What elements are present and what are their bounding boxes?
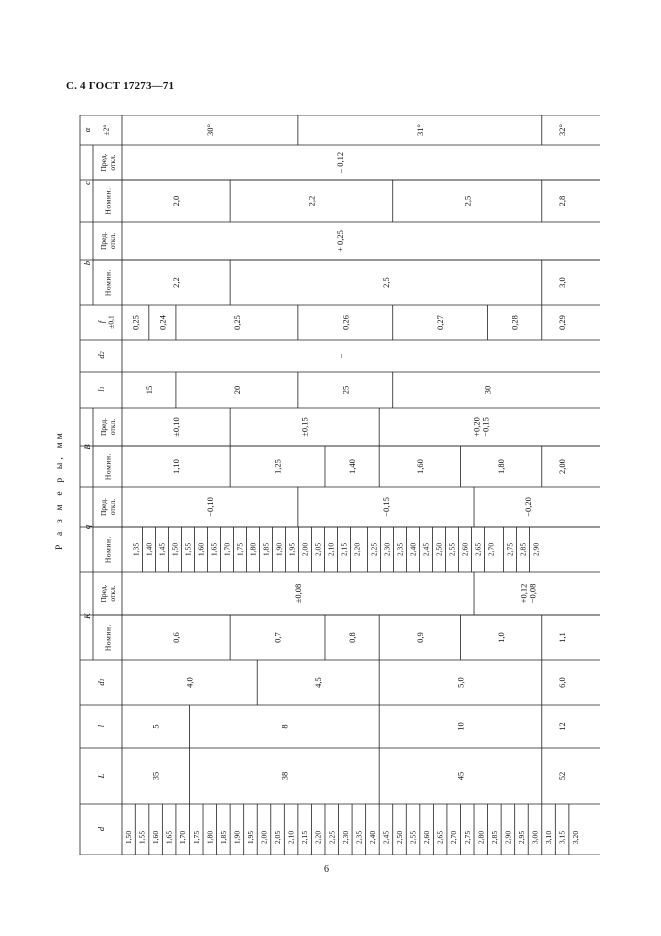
d1-value: 6,0 (557, 677, 568, 688)
B-tolerance: ±0,15 (299, 417, 310, 437)
K-nominal: 0,7 (272, 632, 283, 643)
subheader-pred-otkl: Пред. (99, 417, 108, 437)
q-nominal: 2,60 (460, 542, 470, 557)
subheader-pred-otkl: откл. (108, 154, 117, 171)
subheader-pred-otkl: Пред. (99, 153, 108, 172)
column-header: L (96, 773, 106, 779)
d-value: 2,70 (449, 830, 459, 845)
K-tolerance: −0,08 (527, 583, 538, 604)
d-value: 2,45 (381, 830, 391, 845)
d-value: 1,55 (137, 830, 147, 845)
d1-value: 5,0 (455, 677, 466, 688)
q-nominal: 2,00 (300, 542, 310, 557)
q-nominal: 2,65 (473, 542, 483, 557)
q-nominal: 1,90 (274, 542, 284, 557)
q-nominal: 1,40 (144, 542, 154, 557)
subheader-nomin: Номин. (103, 623, 113, 652)
subheader-pred-otkl: откл. (108, 585, 117, 602)
B-tolerance: −0,15 (480, 417, 491, 437)
q-nominal: 2,90 (531, 542, 541, 557)
d-value: 2,50 (395, 830, 404, 845)
d-value: 1,70 (178, 830, 188, 845)
b-nominal: 2,2 (170, 277, 181, 288)
d-value: 1,80 (205, 830, 215, 845)
K-nominal: 1,1 (557, 632, 568, 643)
column-header: K (82, 613, 92, 619)
d-value: 1,75 (191, 830, 201, 845)
K-nominal: 0,9 (414, 632, 425, 643)
B-nominal: 1,25 (272, 459, 283, 474)
column-header-tolerance: ±2° (101, 124, 111, 136)
q-nominal: 1,65 (209, 542, 219, 557)
q-nominal: 2,45 (421, 542, 431, 557)
d-value: 2,90 (503, 830, 513, 845)
c-nominal: 2,0 (170, 195, 181, 207)
subheader-nomin: Номин. (103, 187, 113, 215)
q-nominal: 1,50 (170, 542, 180, 557)
q-tolerance: −0,15 (380, 497, 391, 517)
b-tolerance: + 0,25 (335, 230, 345, 252)
d-value: 2,95 (516, 830, 526, 845)
subheader-pred-otkl: откл. (108, 498, 117, 516)
q-nominal: 2,35 (395, 542, 405, 557)
q-nominal: 1,35 (131, 542, 141, 557)
q-nominal: 1,75 (235, 542, 245, 557)
f-value: 0,29 (557, 315, 568, 330)
q-nominal: 2,10 (326, 542, 336, 557)
column-header: $d_1$ (96, 678, 106, 686)
d-value: 3,15 (557, 830, 567, 845)
column-header: c (82, 181, 92, 185)
column-header: α (82, 127, 92, 133)
alpha-value: 30° (204, 124, 215, 136)
d-value: 2,05 (273, 830, 283, 845)
K-tolerance: +0,12 (518, 583, 529, 604)
c-tolerance: – 0,12 (335, 151, 345, 174)
column-header: $l_1$ (96, 386, 106, 392)
l1-value: 20 (231, 385, 242, 395)
q-nominal: 1,45 (157, 542, 167, 557)
alpha-value: 31° (414, 124, 425, 136)
alpha-value: 32° (557, 124, 568, 136)
d-value: 2,00 (259, 830, 269, 845)
l-value: 8 (279, 724, 290, 729)
B-nominal: 1,60 (414, 459, 425, 474)
q-nominal: 2,05 (313, 542, 323, 557)
f-value: 0,25 (231, 315, 242, 330)
q-nominal: 1,85 (261, 542, 271, 557)
K-nominal: 0,8 (347, 632, 358, 643)
subheader-nomin: Номин. (103, 268, 113, 297)
d-value: 2,55 (408, 830, 418, 845)
column-header: l (96, 724, 106, 728)
subheader-pred-otkl: Пред. (99, 497, 108, 517)
L-value: 45 (455, 771, 466, 781)
l-value: 5 (150, 724, 161, 729)
d1-value: 4,0 (184, 677, 195, 688)
q-nominal: 2,75 (505, 542, 515, 557)
d-value: 2,25 (327, 830, 337, 845)
column-header-tolerance: ±0,1 (106, 315, 116, 329)
d-value: 2,60 (422, 830, 432, 845)
b-nominal: 3,0 (557, 277, 568, 288)
column-header: q (82, 524, 92, 530)
B-nominal: 2,00 (557, 459, 568, 474)
d-value: 2,85 (489, 830, 499, 845)
f-value: 0,27 (435, 315, 446, 330)
subheader-pred-otkl: Пред. (99, 231, 108, 251)
f-value: 0,26 (340, 315, 351, 330)
d-value: 2,80 (476, 830, 486, 845)
c-nominal: 2,5 (462, 195, 473, 207)
q-nominal: 1,55 (183, 542, 193, 557)
column-header: $d_2$ (96, 351, 106, 359)
L-value: 35 (150, 771, 161, 781)
c-nominal: 2,8 (557, 195, 568, 207)
f-value: 0,28 (509, 315, 520, 330)
q-nominal: 2,85 (518, 542, 528, 557)
q-nominal: 1,60 (196, 542, 206, 557)
column-header: d (96, 826, 106, 832)
page-header: С. 4 ГОСТ 17273—71 (66, 80, 175, 92)
dimensions-table (76, 115, 602, 855)
d-value: 3,00 (530, 830, 540, 845)
d-value: 3,10 (544, 830, 554, 845)
d-value: 2,35 (354, 830, 364, 845)
B-nominal: 1,40 (347, 459, 358, 474)
d-value: 1,50 (124, 830, 133, 845)
d-value: 1,85 (218, 830, 228, 845)
subheader-pred-otkl: Пред. (99, 584, 108, 603)
L-value: 52 (557, 771, 568, 781)
f-value: 0,24 (157, 315, 168, 330)
l1-value: 25 (340, 385, 351, 395)
q-nominal: 2,30 (382, 542, 392, 557)
K-nominal: 1,0 (496, 632, 507, 643)
d-value: 1,65 (164, 830, 174, 845)
B-tolerance: +0,20 (471, 417, 482, 437)
subheader-nomin: Номин. (103, 535, 113, 564)
B-nominal: 1,80 (496, 459, 507, 474)
d-value: 1,60 (151, 830, 161, 845)
d-value: 2,20 (313, 830, 323, 845)
d-value: 3,20 (571, 830, 581, 845)
q-nominal: 1,80 (248, 542, 258, 557)
d-value: 2,75 (462, 830, 472, 845)
d-value: 2,65 (435, 830, 445, 845)
l1-value: 30 (482, 385, 493, 395)
q-nominal: 2,70 (486, 542, 496, 557)
q-tolerance: −0,10 (204, 497, 215, 517)
subheader-pred-otkl: откл. (108, 418, 117, 436)
b-nominal: 2,5 (380, 277, 391, 288)
K-tolerance: ±0,08 (292, 583, 303, 604)
d1-value: 4,5 (313, 677, 324, 688)
dimensions-table-svg (76, 115, 602, 855)
q-tolerance: −0,20 (523, 497, 534, 517)
q-nominal: 2,20 (352, 542, 362, 557)
q-nominal: 1,70 (222, 542, 232, 557)
d-value: 2,15 (300, 830, 310, 845)
L-value: 38 (279, 771, 290, 781)
l1-value: 15 (143, 385, 154, 395)
q-nominal: 1,95 (287, 542, 297, 557)
q-nominal: 2,50 (434, 542, 444, 557)
d-value: 2,10 (286, 830, 296, 845)
q-nominal: 2,15 (339, 542, 349, 557)
column-header: B (82, 444, 92, 450)
d-value: 1,95 (245, 830, 255, 845)
l-value: 12 (557, 722, 568, 731)
column-header: f (96, 320, 106, 324)
d-value: 1,90 (232, 830, 242, 845)
B-tolerance: ±0,10 (170, 417, 181, 437)
page-number: 6 (324, 864, 329, 875)
l-value: 10 (455, 722, 466, 731)
q-nominal: 2,55 (447, 542, 457, 557)
q-nominal: 2,25 (369, 542, 379, 557)
c-nominal: 2,2 (306, 195, 317, 207)
q-nominal: 2,40 (408, 542, 418, 557)
subheader-nomin: Номин. (103, 452, 113, 481)
subheader-pred-otkl: откл. (108, 232, 117, 250)
d-value: 2,40 (367, 830, 377, 845)
B-nominal: 1,10 (170, 459, 181, 474)
K-nominal: 0,6 (170, 632, 181, 643)
d-value: 2,30 (340, 830, 350, 845)
f-value: 0,25 (130, 315, 141, 330)
column-header: b (82, 260, 92, 266)
d2-value: – (335, 353, 345, 359)
